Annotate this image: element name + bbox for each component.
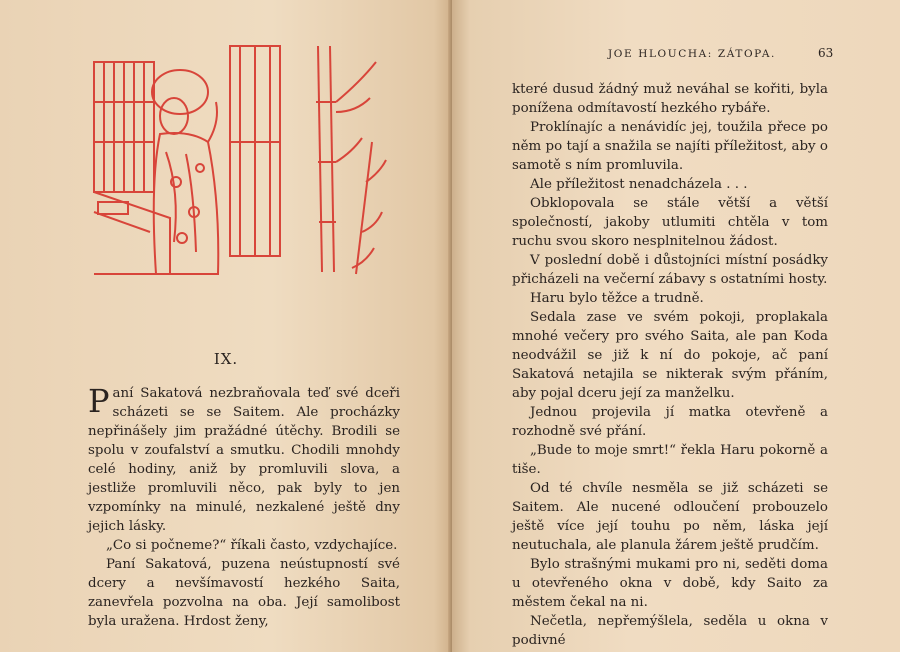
paragraph: Proklínajíc a nenávidíc jej, toužila přece po něm po tají a snažila se najíti příležitost, aby o samotě s ním promluvila. <box>512 120 828 173</box>
paragraph: Paní Sakatová nezbraňovala teď své dceři scházeti se se Saitem. Ale procházky nepřinášely jim pražádné útěchy. Brodili se spolu v zoufalství a smutku. Chodili mnohdy celé hodiny, aniž by promluvili slova, a jestliže promluvili něco, pak byly to jen vzpomínky na minulé, nezkalené ještě dny jejich lásky. <box>88 382 400 534</box>
paragraph: Sedala zase ve svém pokoji, proplakala mnohé večery pro svého Saita, ale pan Koda neodvážil se již k ní do pokoje, ač paní Sakatová netajila se nikterak svým přáním, aby pojal dceru její za manželku. <box>512 310 828 401</box>
paragraph: Obklopovala se stále větší a větší společností, jakoby utlumiti chtěla v tom ruchu svou skoro nesplnitelnou žádost. <box>512 196 828 249</box>
paragraph: Haru bylo těžce a trudně. <box>530 291 704 306</box>
paragraph: „Co si počneme?“ říkali často, vzdychajíce. <box>106 538 398 553</box>
paragraph: které dusud žádný muž neváhal se kořiti, byla ponížena odmítavostí hezkého rybáře. <box>512 82 828 116</box>
paragraph: „Bude to moje smrt!“ řekla Haru pokorně a tiše. <box>512 443 828 477</box>
chapter-number: IX. <box>213 350 239 368</box>
geisha-woodcut-illustration <box>90 42 390 278</box>
running-head: JOE HLOUCHA: ZÁTOPA. <box>608 48 776 60</box>
paragraph: Jednou projevila jí matka otevřeně a rozhodně své přání. <box>512 405 828 439</box>
paragraph: V poslední době i důstojníci místní posádky přicházeli na večerní zábavy s ostatními hosty. <box>512 253 828 287</box>
paragraph: Od té chvíle nesměla se již scházeti se Saitem. Ale nucené odloučení probouzelo ještě více její touhu po něm, láska její neutuchala, ale planula žárem ještě prudčím. <box>512 481 828 553</box>
page-number: 63 <box>818 46 834 60</box>
right-page-body <box>512 80 828 650</box>
paragraph: Bylo strašnými mukami pro ni, seděti doma u otevřeného okna v době, kdy Saito za městem čekal na ni. <box>512 557 828 610</box>
paragraph: Paní Sakatová, puzena neústupností své dcery a nevšímavostí hezkého Saita, zanevřela pozvolna na oba. Její samolibost byla uražena. Hrdost ženy, <box>88 557 400 629</box>
dropcap: P <box>88 382 110 420</box>
paragraph: Ale příležitost nenadcházela . . . <box>530 177 748 192</box>
paragraph: Nečetla, nepřemýšlela, seděla u okna v podivné <box>512 614 828 648</box>
left-page-body <box>88 384 400 631</box>
